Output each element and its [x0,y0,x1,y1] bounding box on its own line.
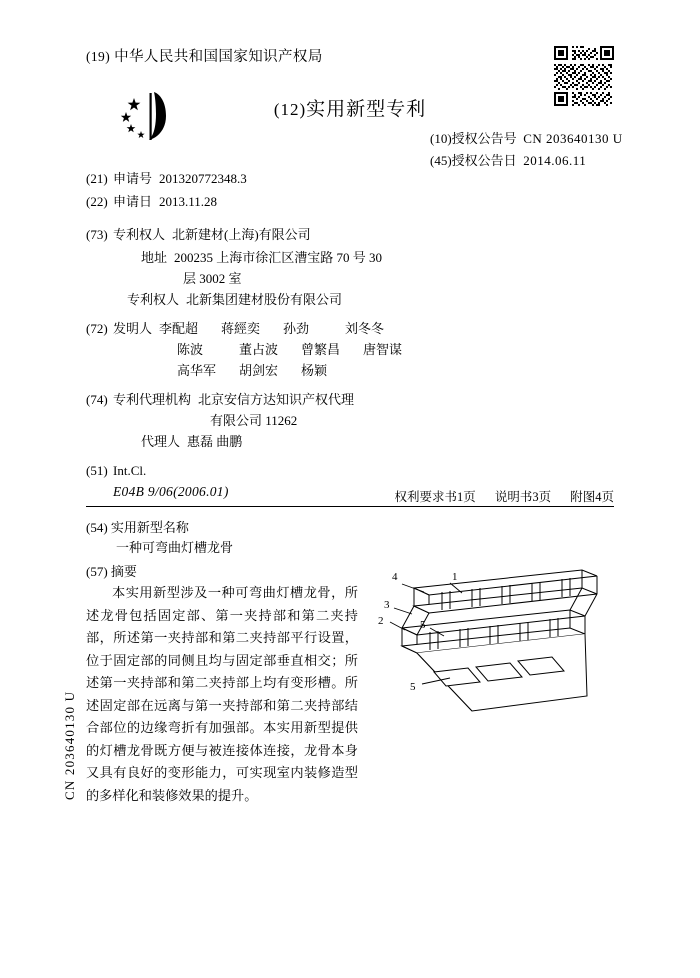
agency-value-1: 北京安信方达知识产权代理 [198,392,355,407]
address-line-2: 层 3002 室 [183,271,242,286]
office-code: (19) [86,49,111,64]
inventor-name: 胡剑宏 [239,363,279,378]
publication-date-code: (45) [430,153,452,168]
intcl-label: Int.Cl. [113,463,147,478]
inventor-label: 发明人 [113,321,153,336]
application-date-row [86,191,526,212]
figure-label-1: 1 [452,571,458,583]
horizontal-divider [86,506,614,507]
office-line [86,45,323,66]
inventor-name: 高华军 [177,363,217,378]
agency-label: 专利代理机构 [113,392,192,407]
application-number-code: (21) [86,171,108,186]
application-date-label: 申请日 [113,194,153,209]
title-label: 实用新型名称 [110,520,189,535]
title-section [86,518,233,558]
patentee-label: 专利权人 [113,227,166,242]
patentee-2-label: 专利权人 [127,292,180,307]
publication-number-code: (10) [430,131,452,146]
agency-value-2: 有限公司 11262 [210,413,298,428]
application-number-value: 201320772348.3 [159,171,247,186]
title-code: (54) [86,520,108,535]
description-count: 说明书3页 [494,490,552,504]
agency-row-2 [86,410,526,431]
document-type-label: 实用新型专利 [306,99,427,120]
drawings-count: 附图4页 [570,490,614,504]
address-row-2 [86,268,526,289]
agent-row [86,431,526,452]
figure-label-5b: 5 [410,681,416,693]
inventor-name: 曾繁昌 [301,342,341,357]
patent-drawing [372,556,620,756]
address-row [86,247,526,268]
page-counts [378,487,614,505]
patentee-code: (73) [86,227,108,242]
inventor-name: 孙劲 [283,321,310,336]
inventor-name: 唐智谋 [363,342,403,357]
figure-label-4: 4 [392,571,398,583]
inventor-name: 刘冬冬 [345,321,385,336]
office-name: 中华人民共和国国家知识产权局 [114,49,323,65]
patentee-2-value: 北新集团建材股份有限公司 [186,292,343,307]
inventor-name: 杨颖 [301,363,328,378]
application-date-code: (22) [86,194,108,209]
abstract-heading [86,561,137,580]
agent-label: 代理人 [141,434,181,449]
agency-code: (74) [86,392,108,407]
abstract-body [86,582,358,807]
abstract-label: 摘要 [110,564,137,579]
patentee-2-row [86,289,526,310]
side-publication-code: CN 203640130 U [62,690,77,800]
invention-title: 一种可弯曲灯槽龙骨 [116,540,234,555]
figure-label-5a: 5 [420,619,426,631]
publication-date-value: 2014.06.11 [523,153,587,168]
inventor-code: (72) [86,321,108,336]
patentee-row [86,224,526,245]
document-type [0,94,700,121]
claims-count: 权利要求书1页 [394,490,476,504]
inventor-row-1 [86,318,526,339]
figure-label-3: 3 [384,599,390,611]
figure-label-2: 2 [378,615,384,627]
publication-date-label: 授权公告日 [451,153,517,168]
abstract-code: (57) [86,564,108,579]
inventor-name: 陈波 [177,342,204,357]
publication-number-label: 授权公告号 [451,131,517,146]
agent-value: 惠磊 曲鹏 [187,434,243,449]
application-number-label: 申请号 [113,171,153,186]
publication-number-line [430,128,623,147]
inventor-name: 董占波 [239,342,279,357]
agency-row [86,389,526,410]
abstract-text: 本实用新型涉及一种可弯曲灯槽龙骨，所述龙骨包括固定部、第一夹持部和第二夹持部，所述第一夹持部和第二夹持部平行设置，位于固定部的同侧且均与固定部垂直相交；所述第一夹持部和第二夹持部上均有变形槽。所述固定部在远离与第一夹持部和第二夹持部结合部位的边缘弯折有加强部。本实用新型提供的灯槽龙骨既方便与被连接体连接，龙骨本身又具有良好的变形能力，可实现室内装修造型的多样化和装修效果的提升。 [86,585,358,803]
address-line-1: 200235 上海市徐汇区漕宝路 70 号 30 [174,250,383,265]
inventor-name: 李配超 [159,321,199,336]
publication-date-line [430,150,586,169]
document-type-code: (12) [273,100,307,119]
address-label: 地址 [141,250,168,265]
patentee-value: 北新建材(上海)有限公司 [172,227,311,242]
inventor-row-3 [86,360,526,381]
application-date-value: 2013.11.28 [159,194,218,209]
intcl-code: (51) [86,463,108,478]
publication-number-value: CN 203640130 U [523,131,623,146]
intcl-value: E04B 9/06(2006.01) [113,484,229,499]
application-number-row [86,168,526,189]
intcl-row [86,460,526,481]
inventor-name: 蒋經奕 [221,321,261,336]
bibliographic-block [86,168,526,502]
inventor-row-2 [86,339,526,360]
